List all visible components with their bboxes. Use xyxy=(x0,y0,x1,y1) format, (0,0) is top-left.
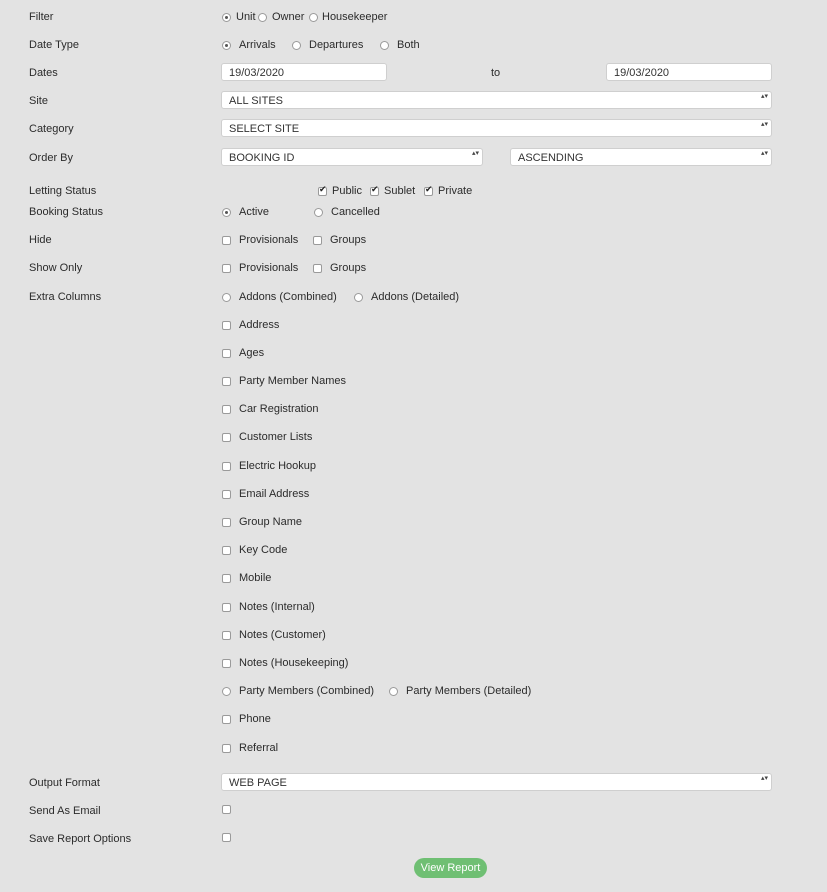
order-by-label: Order By xyxy=(29,152,74,164)
filter-owner-option[interactable]: Owner xyxy=(258,11,304,23)
radio-icon[interactable] xyxy=(292,41,301,50)
checkbox-icon[interactable] xyxy=(222,405,231,414)
date-to-input[interactable]: 19/03/2020 xyxy=(606,63,772,81)
letting-public-option[interactable]: ✔ Public xyxy=(318,185,362,197)
hide-label: Hide xyxy=(29,234,52,246)
booking-status-label: Booking Status xyxy=(29,206,103,218)
customer-lists-option[interactable]: Customer Lists xyxy=(222,431,312,443)
booking-active-option[interactable]: Active xyxy=(222,206,269,218)
extra-columns-label: Extra Columns xyxy=(29,291,102,303)
site-select[interactable]: ALL SITES ▴▾ xyxy=(221,91,772,109)
checkbox-icon[interactable] xyxy=(222,805,231,814)
checkbox-icon[interactable] xyxy=(222,603,231,612)
letting-private-option[interactable]: ✔ Private xyxy=(424,185,472,197)
electric-hookup-option[interactable]: Electric Hookup xyxy=(222,460,316,472)
checkbox-icon[interactable] xyxy=(222,264,231,273)
save-report-options-label: Save Report Options xyxy=(29,833,132,845)
filter-housekeeper-option[interactable]: Housekeeper xyxy=(309,11,387,23)
radio-icon[interactable] xyxy=(222,687,231,696)
checkbox-icon[interactable] xyxy=(222,631,231,640)
checkbox-icon[interactable] xyxy=(222,433,231,442)
booking-cancelled-option[interactable]: Cancelled xyxy=(314,206,380,218)
key-code-option[interactable]: Key Code xyxy=(222,544,287,556)
checkbox-icon[interactable] xyxy=(222,715,231,724)
filter-unit-option[interactable]: Unit xyxy=(222,11,256,23)
party-member-names-option[interactable]: Party Member Names xyxy=(222,375,346,387)
checkbox-checked-icon[interactable] xyxy=(370,187,379,196)
ages-option[interactable]: Ages xyxy=(222,347,264,359)
checkbox-checked-icon[interactable] xyxy=(318,187,327,196)
site-label: Site xyxy=(29,95,48,107)
send-as-email-option[interactable] xyxy=(222,805,231,814)
date-from-input[interactable]: 19/03/2020 xyxy=(221,63,387,81)
date-type-arrivals-option[interactable]: Arrivals xyxy=(222,39,276,51)
checkbox-icon[interactable] xyxy=(222,833,231,842)
save-report-options-option[interactable] xyxy=(222,833,231,842)
checkbox-icon[interactable] xyxy=(313,236,322,245)
radio-icon[interactable] xyxy=(222,208,231,217)
checkbox-icon[interactable] xyxy=(222,349,231,358)
checkbox-checked-icon[interactable] xyxy=(424,187,433,196)
car-registration-option[interactable]: Car Registration xyxy=(222,403,318,415)
radio-icon[interactable] xyxy=(354,293,363,302)
hide-provisionals-option[interactable]: Provisionals xyxy=(222,234,298,246)
hide-groups-option[interactable]: Groups xyxy=(313,234,366,246)
date-type-label: Date Type xyxy=(29,39,79,51)
party-members-detailed-option[interactable]: Party Members (Detailed) xyxy=(389,685,531,697)
address-option[interactable]: Address xyxy=(222,319,279,331)
checkbox-icon[interactable] xyxy=(222,236,231,245)
checkbox-icon[interactable] xyxy=(222,744,231,753)
category-select[interactable]: SELECT SITE ▴▾ xyxy=(221,119,772,137)
checkbox-icon[interactable] xyxy=(222,659,231,668)
checkbox-icon[interactable] xyxy=(222,490,231,499)
date-to-label: to xyxy=(491,67,501,79)
checkbox-icon[interactable] xyxy=(222,377,231,386)
show-only-provisionals-option[interactable]: Provisionals xyxy=(222,262,298,274)
checkbox-icon[interactable] xyxy=(222,518,231,527)
addons-combined-option[interactable]: Addons (Combined) xyxy=(222,291,337,303)
radio-icon[interactable] xyxy=(309,13,318,22)
order-by-field-select[interactable]: BOOKING ID ▴▾ xyxy=(221,148,483,166)
notes-housekeeping-option[interactable]: Notes (Housekeeping) xyxy=(222,657,348,669)
radio-icon[interactable] xyxy=(222,41,231,50)
group-name-option[interactable]: Group Name xyxy=(222,516,302,528)
checkbox-icon[interactable] xyxy=(222,321,231,330)
filter-label: Filter xyxy=(29,11,54,23)
date-type-both-option[interactable]: Both xyxy=(380,39,420,51)
checkbox-icon[interactable] xyxy=(222,546,231,555)
letting-status-label: Letting Status xyxy=(29,185,97,197)
radio-icon[interactable] xyxy=(380,41,389,50)
output-format-select[interactable]: WEB PAGE ▴▾ xyxy=(221,773,772,791)
notes-internal-option[interactable]: Notes (Internal) xyxy=(222,601,315,613)
send-as-email-label: Send As Email xyxy=(29,805,101,817)
view-report-button[interactable]: View Report xyxy=(414,858,487,878)
date-type-departures-option[interactable]: Departures xyxy=(292,39,363,51)
checkbox-icon[interactable] xyxy=(222,462,231,471)
phone-option[interactable]: Phone xyxy=(222,713,271,725)
letting-sublet-option[interactable]: ✔ Sublet xyxy=(370,185,415,197)
addons-detailed-option[interactable]: Addons (Detailed) xyxy=(354,291,459,303)
order-by-direction-select[interactable]: ASCENDING ▴▾ xyxy=(510,148,772,166)
checkbox-icon[interactable] xyxy=(313,264,322,273)
notes-customer-option[interactable]: Notes (Customer) xyxy=(222,629,326,641)
radio-icon[interactable] xyxy=(222,13,231,22)
show-only-label: Show Only xyxy=(29,262,83,274)
show-only-groups-option[interactable]: Groups xyxy=(313,262,366,274)
email-address-option[interactable]: Email Address xyxy=(222,488,309,500)
dates-label: Dates xyxy=(29,67,58,79)
radio-icon[interactable] xyxy=(258,13,267,22)
output-format-label: Output Format xyxy=(29,777,100,789)
radio-icon[interactable] xyxy=(314,208,323,217)
radio-icon[interactable] xyxy=(389,687,398,696)
category-label: Category xyxy=(29,123,74,135)
radio-icon[interactable] xyxy=(222,293,231,302)
checkbox-icon[interactable] xyxy=(222,574,231,583)
mobile-option[interactable]: Mobile xyxy=(222,572,271,584)
referral-option[interactable]: Referral xyxy=(222,742,278,754)
party-members-combined-option[interactable]: Party Members (Combined) xyxy=(222,685,374,697)
